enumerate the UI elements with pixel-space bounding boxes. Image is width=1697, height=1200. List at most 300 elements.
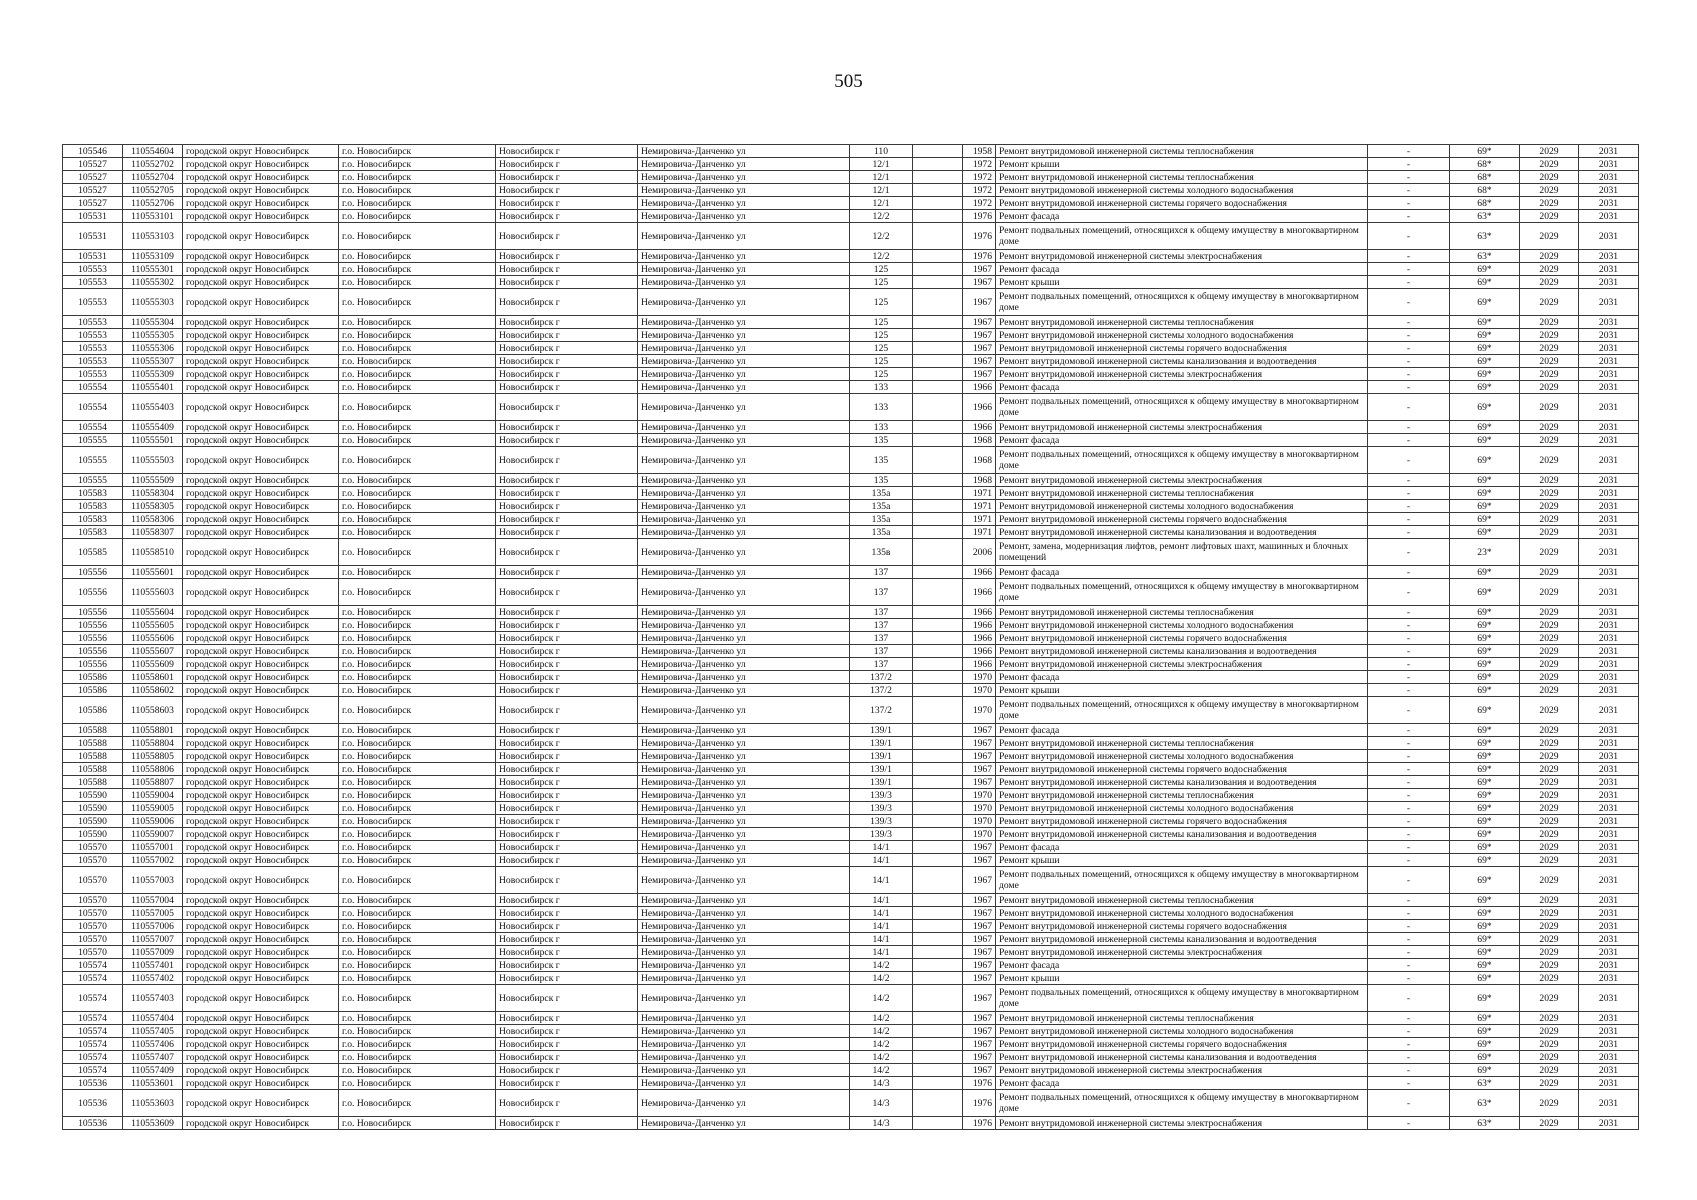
street-cell: Немировича-Данченко ул	[638, 894, 850, 907]
settlement-cell: Новосибирск г	[496, 724, 638, 737]
work-id-cell: 110559006	[123, 815, 183, 828]
building-cell	[913, 526, 963, 539]
building-cell	[913, 606, 963, 619]
work-id-cell: 110557403	[123, 985, 183, 1012]
note-cell: -	[1368, 867, 1450, 894]
wear-percent-cell: 69*	[1450, 1051, 1520, 1064]
urban-district-cell: г.о. Новосибирск	[339, 434, 496, 447]
end-year-cell: 2031	[1579, 539, 1639, 566]
work-id-cell: 110557004	[123, 894, 183, 907]
wear-percent-cell: 69*	[1450, 368, 1520, 381]
urban-district-cell: г.о. Новосибирск	[339, 1090, 496, 1117]
end-year-cell: 2031	[1579, 579, 1639, 606]
municipality-cell: городской округ Новосибирск	[183, 802, 339, 815]
year-built-cell: 1967	[963, 763, 996, 776]
table-row	[63, 421, 1639, 434]
end-year-cell: 2031	[1579, 632, 1639, 645]
year-built-cell: 1967	[963, 841, 996, 854]
work-id-cell: 110555304	[123, 316, 183, 329]
house-number-cell: 110	[850, 145, 913, 158]
note-cell: -	[1368, 854, 1450, 867]
municipality-cell: городской округ Новосибирск	[183, 434, 339, 447]
work-type-cell: Ремонт фасада	[996, 724, 1368, 737]
settlement-cell: Новосибирск г	[496, 920, 638, 933]
street-cell: Немировича-Данченко ул	[638, 474, 850, 487]
table-row	[63, 171, 1639, 184]
house-number-cell: 135	[850, 474, 913, 487]
table-row	[63, 658, 1639, 671]
start-year-cell: 2029	[1520, 671, 1579, 684]
building-cell	[913, 1025, 963, 1038]
building-cell	[913, 1051, 963, 1064]
note-cell: -	[1368, 184, 1450, 197]
note-cell: -	[1368, 933, 1450, 946]
house-number-cell: 14/3	[850, 1117, 913, 1130]
work-type-cell: Ремонт внутридомовой инженерной системы теплоснабжения	[996, 487, 1368, 500]
work-id-cell: 110553109	[123, 250, 183, 263]
street-cell: Немировича-Данченко ул	[638, 671, 850, 684]
street-cell: Немировича-Данченко ул	[638, 447, 850, 474]
year-built-cell: 1971	[963, 526, 996, 539]
house-number-cell: 14/2	[850, 1038, 913, 1051]
settlement-cell: Новосибирск г	[496, 854, 638, 867]
year-built-cell: 1966	[963, 606, 996, 619]
building-cell	[913, 381, 963, 394]
work-id-cell: 110558305	[123, 500, 183, 513]
year-built-cell: 1967	[963, 1025, 996, 1038]
wear-percent-cell: 69*	[1450, 697, 1520, 724]
settlement-cell: Новосибирск г	[496, 750, 638, 763]
start-year-cell: 2029	[1520, 184, 1579, 197]
work-type-cell: Ремонт подвальных помещений, относящихся к общему имуществу в многоквартирном доме	[996, 223, 1368, 250]
work-id-cell: 110558304	[123, 487, 183, 500]
year-built-cell: 1967	[963, 750, 996, 763]
table-row	[63, 1051, 1639, 1064]
settlement-cell: Новосибирск г	[496, 1051, 638, 1064]
start-year-cell: 2029	[1520, 526, 1579, 539]
urban-district-cell: г.о. Новосибирск	[339, 342, 496, 355]
work-id-cell: 110557401	[123, 959, 183, 972]
municipality-cell: городской округ Новосибирск	[183, 671, 339, 684]
urban-district-cell: г.о. Новосибирск	[339, 815, 496, 828]
building-cell	[913, 579, 963, 606]
street-cell: Немировича-Данченко ул	[638, 1025, 850, 1038]
end-year-cell: 2031	[1579, 513, 1639, 526]
table-row	[63, 539, 1639, 566]
wear-percent-cell: 69*	[1450, 645, 1520, 658]
house-id-cell: 105574	[63, 959, 123, 972]
house-number-cell: 125	[850, 316, 913, 329]
table-row	[63, 355, 1639, 368]
house-number-cell: 14/2	[850, 1012, 913, 1025]
start-year-cell: 2029	[1520, 815, 1579, 828]
municipality-cell: городской округ Новосибирск	[183, 776, 339, 789]
municipality-cell: городской округ Новосибирск	[183, 907, 339, 920]
work-type-cell: Ремонт внутридомовой инженерной системы электроснабжения	[996, 250, 1368, 263]
wear-percent-cell: 69*	[1450, 894, 1520, 907]
note-cell: -	[1368, 802, 1450, 815]
end-year-cell: 2031	[1579, 487, 1639, 500]
settlement-cell: Новосибирск г	[496, 1064, 638, 1077]
work-type-cell: Ремонт внутридомовой инженерной системы теплоснабжения	[996, 894, 1368, 907]
table-row	[63, 223, 1639, 250]
work-id-cell: 110559005	[123, 802, 183, 815]
end-year-cell: 2031	[1579, 894, 1639, 907]
table-row	[63, 145, 1639, 158]
year-built-cell: 1970	[963, 697, 996, 724]
table-row	[63, 606, 1639, 619]
table-row	[63, 619, 1639, 632]
urban-district-cell: г.о. Новосибирск	[339, 1025, 496, 1038]
start-year-cell: 2029	[1520, 972, 1579, 985]
street-cell: Немировича-Данченко ул	[638, 197, 850, 210]
wear-percent-cell: 69*	[1450, 500, 1520, 513]
year-built-cell: 1967	[963, 920, 996, 933]
note-cell: -	[1368, 841, 1450, 854]
note-cell: -	[1368, 1025, 1450, 1038]
urban-district-cell: г.о. Новосибирск	[339, 1051, 496, 1064]
work-id-cell: 110553101	[123, 210, 183, 223]
house-id-cell: 105556	[63, 632, 123, 645]
municipality-cell: городской округ Новосибирск	[183, 854, 339, 867]
work-type-cell: Ремонт внутридомовой инженерной системы электроснабжения	[996, 421, 1368, 434]
street-cell: Немировича-Данченко ул	[638, 946, 850, 959]
wear-percent-cell: 69*	[1450, 381, 1520, 394]
street-cell: Немировича-Данченко ул	[638, 737, 850, 750]
wear-percent-cell: 63*	[1450, 1090, 1520, 1117]
table-row	[63, 329, 1639, 342]
start-year-cell: 2029	[1520, 645, 1579, 658]
building-cell	[913, 959, 963, 972]
table-row	[63, 763, 1639, 776]
year-built-cell: 1967	[963, 854, 996, 867]
urban-district-cell: г.о. Новосибирск	[339, 841, 496, 854]
year-built-cell: 1958	[963, 145, 996, 158]
note-cell: -	[1368, 946, 1450, 959]
wear-percent-cell: 69*	[1450, 684, 1520, 697]
house-id-cell: 105590	[63, 828, 123, 841]
wear-percent-cell: 69*	[1450, 619, 1520, 632]
settlement-cell: Новосибирск г	[496, 394, 638, 421]
note-cell: -	[1368, 276, 1450, 289]
municipality-cell: городской округ Новосибирск	[183, 210, 339, 223]
wear-percent-cell: 69*	[1450, 566, 1520, 579]
table-row	[63, 920, 1639, 933]
street-cell: Немировича-Данченко ул	[638, 815, 850, 828]
work-type-cell: Ремонт крыши	[996, 276, 1368, 289]
wear-percent-cell: 68*	[1450, 158, 1520, 171]
house-number-cell: 14/2	[850, 959, 913, 972]
urban-district-cell: г.о. Новосибирск	[339, 184, 496, 197]
municipality-cell: городской округ Новосибирск	[183, 1025, 339, 1038]
building-cell	[913, 500, 963, 513]
table-row	[63, 907, 1639, 920]
work-type-cell: Ремонт внутридомовой инженерной системы горячего водоснабжения	[996, 342, 1368, 355]
wear-percent-cell: 69*	[1450, 920, 1520, 933]
end-year-cell: 2031	[1579, 606, 1639, 619]
work-type-cell: Ремонт крыши	[996, 972, 1368, 985]
year-built-cell: 1967	[963, 724, 996, 737]
work-type-cell: Ремонт внутридомовой инженерной системы холодного водоснабжения	[996, 1025, 1368, 1038]
end-year-cell: 2031	[1579, 1090, 1639, 1117]
house-number-cell: 14/1	[850, 841, 913, 854]
street-cell: Немировича-Данченко ул	[638, 566, 850, 579]
start-year-cell: 2029	[1520, 474, 1579, 487]
street-cell: Немировича-Данченко ул	[638, 828, 850, 841]
end-year-cell: 2031	[1579, 145, 1639, 158]
start-year-cell: 2029	[1520, 263, 1579, 276]
municipality-cell: городской округ Новосибирск	[183, 368, 339, 381]
urban-district-cell: г.о. Новосибирск	[339, 1012, 496, 1025]
house-number-cell: 125	[850, 355, 913, 368]
urban-district-cell: г.о. Новосибирск	[339, 959, 496, 972]
year-built-cell: 1967	[963, 933, 996, 946]
wear-percent-cell: 69*	[1450, 316, 1520, 329]
work-id-cell: 110555309	[123, 368, 183, 381]
house-number-cell: 12/1	[850, 197, 913, 210]
house-id-cell: 105570	[63, 946, 123, 959]
municipality-cell: городской округ Новосибирск	[183, 1064, 339, 1077]
note-cell: -	[1368, 606, 1450, 619]
street-cell: Немировича-Данченко ул	[638, 276, 850, 289]
building-cell	[913, 250, 963, 263]
building-cell	[913, 421, 963, 434]
start-year-cell: 2029	[1520, 368, 1579, 381]
building-cell	[913, 1077, 963, 1090]
note-cell: -	[1368, 724, 1450, 737]
municipality-cell: городской округ Новосибирск	[183, 1038, 339, 1051]
year-built-cell: 1966	[963, 394, 996, 421]
work-type-cell: Ремонт подвальных помещений, относящихся к общему имуществу в многоквартирном доме	[996, 394, 1368, 421]
urban-district-cell: г.о. Новосибирск	[339, 539, 496, 566]
wear-percent-cell: 63*	[1450, 223, 1520, 250]
house-id-cell: 105586	[63, 671, 123, 684]
work-type-cell: Ремонт фасада	[996, 434, 1368, 447]
building-cell	[913, 1038, 963, 1051]
end-year-cell: 2031	[1579, 802, 1639, 815]
house-number-cell: 137	[850, 579, 913, 606]
house-number-cell: 137	[850, 658, 913, 671]
work-type-cell: Ремонт внутридомовой инженерной системы горячего водоснабжения	[996, 197, 1368, 210]
year-built-cell: 1976	[963, 210, 996, 223]
urban-district-cell: г.о. Новосибирск	[339, 210, 496, 223]
house-id-cell: 105546	[63, 145, 123, 158]
work-id-cell: 110555604	[123, 606, 183, 619]
house-id-cell: 105536	[63, 1090, 123, 1117]
work-id-cell: 110558805	[123, 750, 183, 763]
year-built-cell: 1971	[963, 487, 996, 500]
settlement-cell: Новосибирск г	[496, 658, 638, 671]
wear-percent-cell: 69*	[1450, 737, 1520, 750]
start-year-cell: 2029	[1520, 342, 1579, 355]
note-cell: -	[1368, 250, 1450, 263]
year-built-cell: 1967	[963, 776, 996, 789]
street-cell: Немировича-Данченко ул	[638, 368, 850, 381]
building-cell	[913, 158, 963, 171]
table-row	[63, 342, 1639, 355]
start-year-cell: 2029	[1520, 223, 1579, 250]
start-year-cell: 2029	[1520, 434, 1579, 447]
work-id-cell: 110558602	[123, 684, 183, 697]
building-cell	[913, 276, 963, 289]
settlement-cell: Новосибирск г	[496, 933, 638, 946]
house-id-cell: 105531	[63, 210, 123, 223]
work-type-cell: Ремонт внутридомовой инженерной системы горячего водоснабжения	[996, 815, 1368, 828]
house-id-cell: 105574	[63, 1051, 123, 1064]
wear-percent-cell: 69*	[1450, 329, 1520, 342]
wear-percent-cell: 69*	[1450, 579, 1520, 606]
house-number-cell: 137/2	[850, 671, 913, 684]
note-cell: -	[1368, 1077, 1450, 1090]
end-year-cell: 2031	[1579, 750, 1639, 763]
work-type-cell: Ремонт внутридомовой инженерной системы горячего водоснабжения	[996, 1038, 1368, 1051]
urban-district-cell: г.о. Новосибирск	[339, 697, 496, 724]
year-built-cell: 1967	[963, 907, 996, 920]
house-number-cell: 125	[850, 263, 913, 276]
urban-district-cell: г.о. Новосибирск	[339, 329, 496, 342]
building-cell	[913, 802, 963, 815]
house-number-cell: 125	[850, 368, 913, 381]
municipality-cell: городской округ Новосибирск	[183, 697, 339, 724]
table-row	[63, 802, 1639, 815]
work-type-cell: Ремонт внутридомовой инженерной системы горячего водоснабжения	[996, 513, 1368, 526]
street-cell: Немировича-Данченко ул	[638, 526, 850, 539]
note-cell: -	[1368, 355, 1450, 368]
end-year-cell: 2031	[1579, 184, 1639, 197]
note-cell: -	[1368, 434, 1450, 447]
municipality-cell: городской округ Новосибирск	[183, 197, 339, 210]
settlement-cell: Новосибирск г	[496, 1077, 638, 1090]
building-cell	[913, 933, 963, 946]
building-cell	[913, 854, 963, 867]
note-cell: -	[1368, 1117, 1450, 1130]
work-type-cell: Ремонт внутридомовой инженерной системы холодного водоснабжения	[996, 619, 1368, 632]
start-year-cell: 2029	[1520, 447, 1579, 474]
work-type-cell: Ремонт фасада	[996, 1077, 1368, 1090]
municipality-cell: городской округ Новосибирск	[183, 894, 339, 907]
municipality-cell: городской округ Новосибирск	[183, 355, 339, 368]
work-type-cell: Ремонт внутридомовой инженерной системы холодного водоснабжения	[996, 184, 1368, 197]
start-year-cell: 2029	[1520, 500, 1579, 513]
municipality-cell: городской округ Новосибирск	[183, 513, 339, 526]
house-number-cell: 135а	[850, 526, 913, 539]
settlement-cell: Новосибирск г	[496, 907, 638, 920]
note-cell: -	[1368, 828, 1450, 841]
street-cell: Немировича-Данченко ул	[638, 145, 850, 158]
table-row	[63, 197, 1639, 210]
table-row	[63, 250, 1639, 263]
work-id-cell: 110557003	[123, 867, 183, 894]
note-cell: -	[1368, 579, 1450, 606]
street-cell: Немировича-Данченко ул	[638, 645, 850, 658]
work-type-cell: Ремонт подвальных помещений, относящихся к общему имуществу в многоквартирном доме	[996, 697, 1368, 724]
work-type-cell: Ремонт внутридомовой инженерной системы электроснабжения	[996, 1117, 1368, 1130]
house-id-cell: 105588	[63, 737, 123, 750]
start-year-cell: 2029	[1520, 1077, 1579, 1090]
wear-percent-cell: 69*	[1450, 1025, 1520, 1038]
note-cell: -	[1368, 368, 1450, 381]
house-number-cell: 135а	[850, 513, 913, 526]
start-year-cell: 2029	[1520, 750, 1579, 763]
municipality-cell: городской округ Новосибирск	[183, 329, 339, 342]
urban-district-cell: г.о. Новосибирск	[339, 1117, 496, 1130]
work-type-cell: Ремонт фасада	[996, 841, 1368, 854]
house-number-cell: 139/3	[850, 789, 913, 802]
settlement-cell: Новосибирск г	[496, 368, 638, 381]
urban-district-cell: г.о. Новосибирск	[339, 907, 496, 920]
settlement-cell: Новосибирск г	[496, 210, 638, 223]
note-cell: -	[1368, 223, 1450, 250]
building-cell	[913, 946, 963, 959]
wear-percent-cell: 69*	[1450, 394, 1520, 421]
end-year-cell: 2031	[1579, 526, 1639, 539]
end-year-cell: 2031	[1579, 946, 1639, 959]
settlement-cell: Новосибирск г	[496, 972, 638, 985]
building-cell	[913, 632, 963, 645]
settlement-cell: Новосибирск г	[496, 1090, 638, 1117]
building-cell	[913, 434, 963, 447]
start-year-cell: 2029	[1520, 894, 1579, 907]
end-year-cell: 2031	[1579, 645, 1639, 658]
table-row	[63, 566, 1639, 579]
work-type-cell: Ремонт внутридомовой инженерной системы канализования и водоотведения	[996, 645, 1368, 658]
work-id-cell: 110557005	[123, 907, 183, 920]
note-cell: -	[1368, 619, 1450, 632]
year-built-cell: 1972	[963, 158, 996, 171]
end-year-cell: 2031	[1579, 985, 1639, 1012]
municipality-cell: городской округ Новосибирск	[183, 920, 339, 933]
house-id-cell: 105570	[63, 854, 123, 867]
house-id-cell: 105553	[63, 368, 123, 381]
note-cell: -	[1368, 487, 1450, 500]
building-cell	[913, 355, 963, 368]
municipality-cell: городской округ Новосибирск	[183, 737, 339, 750]
house-id-cell: 105531	[63, 250, 123, 263]
house-number-cell: 14/1	[850, 933, 913, 946]
building-cell	[913, 763, 963, 776]
settlement-cell: Новосибирск г	[496, 841, 638, 854]
municipality-cell: городской округ Новосибирск	[183, 500, 339, 513]
municipality-cell: городской округ Новосибирск	[183, 789, 339, 802]
year-built-cell: 1968	[963, 434, 996, 447]
house-number-cell: 14/3	[850, 1077, 913, 1090]
year-built-cell: 1967	[963, 289, 996, 316]
building-cell	[913, 223, 963, 250]
year-built-cell: 1966	[963, 421, 996, 434]
wear-percent-cell: 69*	[1450, 828, 1520, 841]
table-row	[63, 381, 1639, 394]
municipality-cell: городской округ Новосибирск	[183, 933, 339, 946]
year-built-cell: 1966	[963, 566, 996, 579]
work-id-cell: 110557007	[123, 933, 183, 946]
note-cell: -	[1368, 158, 1450, 171]
building-cell	[913, 972, 963, 985]
work-type-cell: Ремонт внутридомовой инженерной системы канализования и водоотведения	[996, 776, 1368, 789]
urban-district-cell: г.о. Новосибирск	[339, 474, 496, 487]
building-cell	[913, 815, 963, 828]
settlement-cell: Новосибирск г	[496, 329, 638, 342]
work-id-cell: 110555509	[123, 474, 183, 487]
urban-district-cell: г.о. Новосибирск	[339, 920, 496, 933]
building-cell	[913, 566, 963, 579]
urban-district-cell: г.о. Новосибирск	[339, 737, 496, 750]
settlement-cell: Новосибирск г	[496, 632, 638, 645]
building-cell	[913, 828, 963, 841]
building-cell	[913, 619, 963, 632]
year-built-cell: 1966	[963, 619, 996, 632]
settlement-cell: Новосибирск г	[496, 737, 638, 750]
table-row	[63, 985, 1639, 1012]
